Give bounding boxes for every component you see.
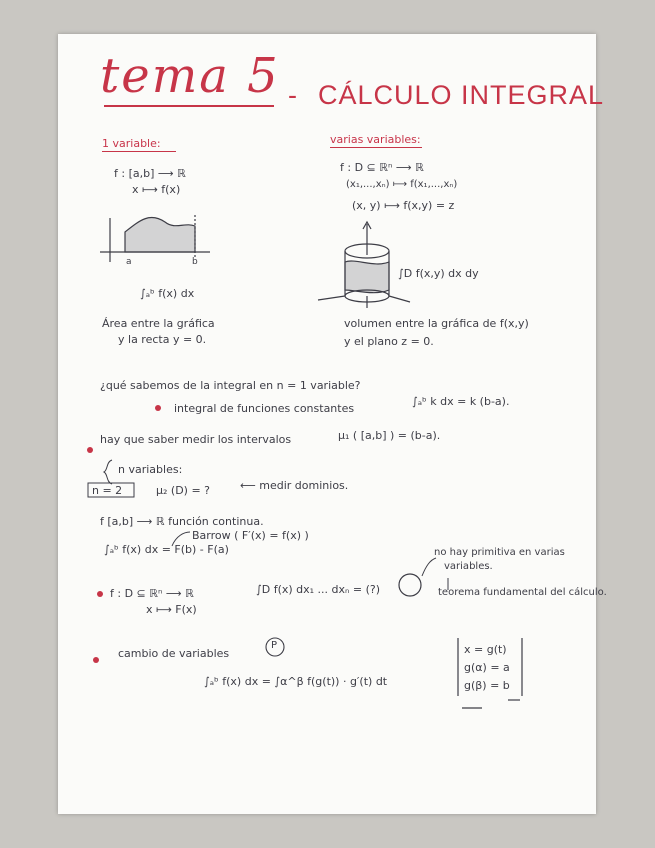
volume-description-1: volumen entre la gráfica de f(x,y) xyxy=(344,317,529,330)
area-graph-sketch xyxy=(100,215,210,262)
several-variables-heading: varias variables: xyxy=(330,133,421,146)
left-f-definition: f : [a,b] ⟶ ℝ xyxy=(114,167,186,180)
n-equals-2: n = 2 xyxy=(92,484,123,497)
continuous-function-def: f [a,b] ⟶ ℝ función continua. xyxy=(100,515,264,528)
right-f-mapping-2d: (x, y) ⟼ f(x,y) = z xyxy=(352,199,455,212)
system-line-2: g(α) = a xyxy=(464,661,510,674)
no-primitive-1: no hay primitiva en varias xyxy=(434,547,565,558)
right-integral: ∫D f(x,y) dx dy xyxy=(398,267,479,280)
volume-description-2: y el plano z = 0. xyxy=(344,335,434,348)
question-line: ¿qué sabemos de la integral en n = 1 variable? xyxy=(100,379,361,392)
title-dash: - xyxy=(288,80,298,110)
graph-label-b: b xyxy=(192,257,198,267)
volume-cylinder-sketch xyxy=(318,222,410,308)
right-f-definition: f : D ⊆ ℝⁿ ⟶ ℝ xyxy=(340,161,424,174)
substitution-formula: ∫ₐᵇ f(x) dx = ∫α^β f(g(t)) · g′(t) dt xyxy=(204,675,388,688)
right-f-mapping: (x₁,...,xₙ) ⟼ f(x₁,...,xₙ) xyxy=(346,179,458,190)
left-f-mapping: x ⟼ f(x) xyxy=(132,183,181,196)
no-primitive-2: variables. xyxy=(444,561,493,572)
barrow-rule: Barrow ( F′(x) = f(x) ) xyxy=(192,529,309,542)
system-line-1: x = g(t) xyxy=(464,643,507,656)
bullet-multi-def: f : D ⊆ ℝⁿ ⟶ ℝ xyxy=(110,587,194,600)
bullet-intervals-text: hay que saber medir los intervalos xyxy=(100,433,292,446)
n-variables-label: n variables: xyxy=(118,463,183,476)
title-tema: tema 5 xyxy=(100,48,280,104)
bullet-intervals-formula: μ₁ ( [a,b] ) = (b-a). xyxy=(338,429,441,442)
area-description-2: y la recta y = 0. xyxy=(118,333,207,346)
mu2-formula: μ₂ (D) = ? xyxy=(156,484,211,497)
fundamental-theorem-note: teorema fundamental del cálculo. xyxy=(438,587,607,598)
change-badge: P xyxy=(271,640,278,651)
bullet-multi-map: x ⟼ F(x) xyxy=(146,603,197,616)
fundamental-theorem: ∫ₐᵇ f(x) dx = F(b) - F(a) xyxy=(104,543,229,556)
graph-label-a: a xyxy=(126,257,132,267)
bullet-constant-formula: ∫ₐᵇ k dx = k (b-a). xyxy=(412,395,510,408)
multi-integral: ∫D f(x) dx₁ ... dxₙ = (?) xyxy=(256,583,381,596)
bullet-constant-text: integral de funciones constantes xyxy=(174,402,355,415)
system-line-3: g(β) = b xyxy=(464,679,510,692)
medir-dominios: ⟵ medir dominios. xyxy=(240,479,349,492)
title-subject: CÁLCULO INTEGRAL xyxy=(318,80,605,110)
left-integral: ∫ₐᵇ f(x) dx xyxy=(140,287,195,300)
change-of-variables: cambio de variables xyxy=(118,647,230,660)
one-variable-heading: 1 variable: xyxy=(102,137,161,150)
area-description-1: Área entre la gráfica xyxy=(102,317,215,330)
